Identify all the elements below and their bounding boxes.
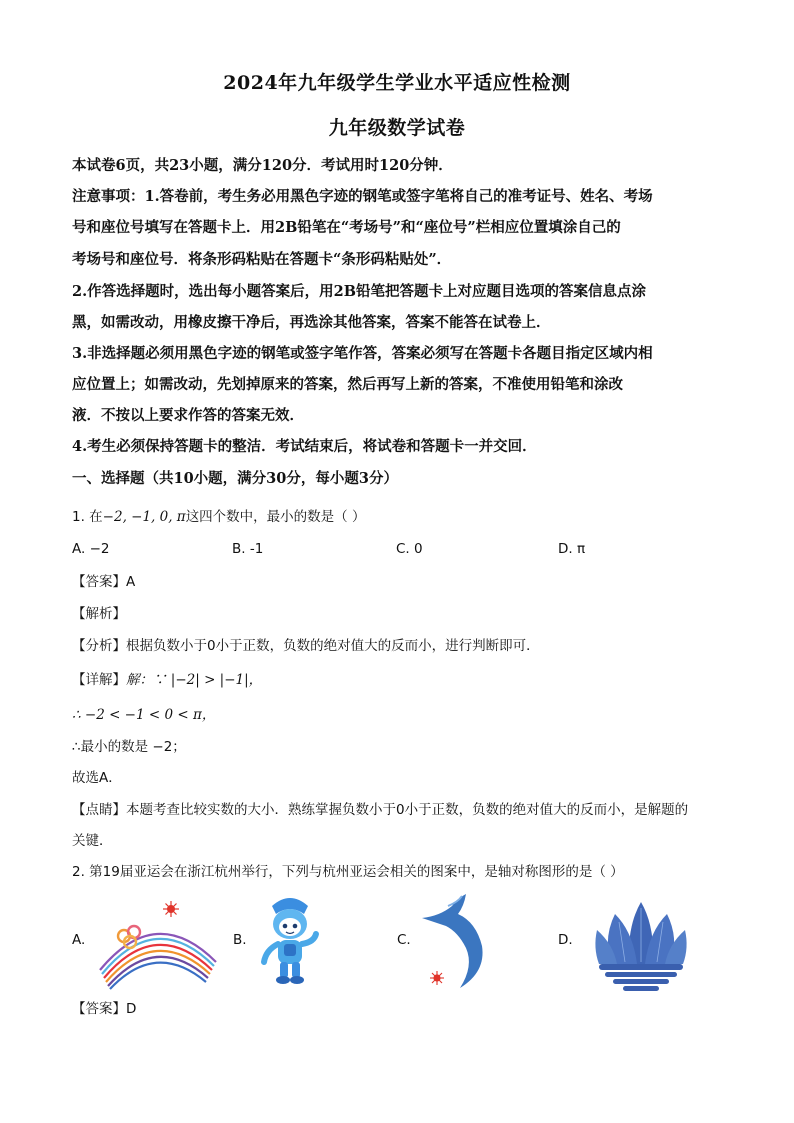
- xiangjie-label: 【详解】: [72, 672, 126, 688]
- sun-icon: [430, 971, 444, 985]
- question-1-option-d: D. π: [558, 541, 586, 557]
- question-1-xiangjie: [72, 670, 722, 690]
- solution-step: ∴最小的数是 −2；: [72, 739, 186, 755]
- instruction-line: 应位置上；如需改动，先划掉原来的答案，然后再写上新的答案，不准使用铅笔和涂改: [72, 376, 623, 393]
- instruction-line: 3.非选择题必须用黑色字迹的钢笔或签字笔作答，答案必须写在答题卡各题目指定区域内相: [72, 345, 653, 362]
- answer-label: 【答案】: [72, 1001, 126, 1017]
- answer-value: D: [126, 1001, 137, 1017]
- question-2-option-c: C.: [397, 932, 411, 948]
- solution-step: 故选A．: [72, 770, 122, 786]
- mascot-icon: [264, 898, 316, 984]
- section-heading: 一、选择题（共10小题，满分30分，每小题3分）: [72, 470, 398, 487]
- dianjing-continued: 关键．: [72, 833, 113, 849]
- question-1-answer: [72, 572, 722, 592]
- sun-icon: [163, 901, 179, 917]
- whale-tail-icon: [422, 894, 483, 988]
- page-title: 2024年九年级学生学业水平适应性检测: [223, 72, 571, 94]
- lotus-icon: [595, 902, 686, 991]
- question-2-stem: 2. 第19届亚运会在浙江杭州举行，下列与杭州亚运会相关的图案中，是轴对称图形的是（ ）: [72, 864, 624, 880]
- dianjing-text: 本题考查比较实数的大小．熟练掌握负数小于0小于正数，负数的绝对值大的反而小，是解题的: [126, 802, 689, 818]
- xiangjie-text: 解：∵ |−2| > |−1|，: [126, 672, 263, 688]
- lotus-figure: [593, 898, 689, 992]
- mascot-figure: [258, 896, 322, 988]
- question-1-option-b: B. -1: [232, 541, 264, 557]
- question-1-fenxi: [72, 636, 722, 656]
- question-2-option-b: B.: [233, 932, 247, 948]
- solution-step: ∴ −2 < −1 < 0 < π，: [72, 707, 216, 723]
- fenxi-label: 【分析】: [72, 638, 126, 654]
- instruction-line: 注意事项：1.答卷前，考生务必用黑色字迹的钢笔或签字笔将自己的准考证号、姓名、考场: [72, 188, 653, 205]
- question-2-option-d: D.: [558, 932, 573, 948]
- whale-tail-figure: [418, 892, 488, 992]
- question-1-option-c: C. 0: [396, 541, 423, 557]
- rainbow-emblem-figure: [96, 898, 218, 990]
- instruction-line: 2.作答选择题时，选出每小题答案后，用2B铅笔把答题卡上对应题目选项的答案信息点涂: [72, 283, 646, 300]
- instruction-line: 本试卷6页，共23小题，满分120分．考试用时120分钟．: [72, 157, 453, 174]
- analysis-label: 【解析】: [72, 606, 126, 622]
- question-2-answer: [72, 999, 722, 1019]
- dianjing-label: 【点睛】: [72, 802, 126, 818]
- question-1-dianjing: [72, 800, 722, 820]
- instruction-line: 黑，如需改动，用橡皮擦干净后，再选涂其他答案，答案不能答在试卷上．: [72, 314, 551, 331]
- page-subtitle: 九年级数学试卷: [328, 117, 466, 139]
- answer-value: A: [126, 574, 136, 590]
- instruction-line: 号和座位号填写在答题卡上．用2B铅笔在“考场号”和“座位号”栏相应位置填涂自己的: [72, 219, 621, 236]
- instruction-line: 液．不按以上要求作答的答案无效．: [72, 407, 304, 424]
- answer-label: 【答案】: [72, 574, 126, 590]
- rainbow-arcs-icon: [100, 934, 216, 989]
- question-1-stem: [72, 507, 722, 527]
- fenxi-text: 根据负数小于0小于正数，负数的绝对值大的反而小，进行判断即可．: [126, 638, 540, 654]
- instruction-line: 4.考生必须保持答题卡的整洁．考试结束后，将试卷和答题卡一并交回．: [72, 438, 537, 455]
- question-1-numbers: −2, −1, 0, π: [102, 509, 186, 525]
- question-1-suffix: 这四个数中，最小的数是（ ）: [185, 509, 366, 525]
- question-1-prefix: 1. 在: [72, 509, 103, 525]
- question-1-option-a: A. −2: [72, 541, 110, 557]
- question-2-option-a: A.: [72, 932, 86, 948]
- instruction-line: 考场号和座位号．将条形码粘贴在答题卡“条形码粘贴处”．: [72, 251, 452, 268]
